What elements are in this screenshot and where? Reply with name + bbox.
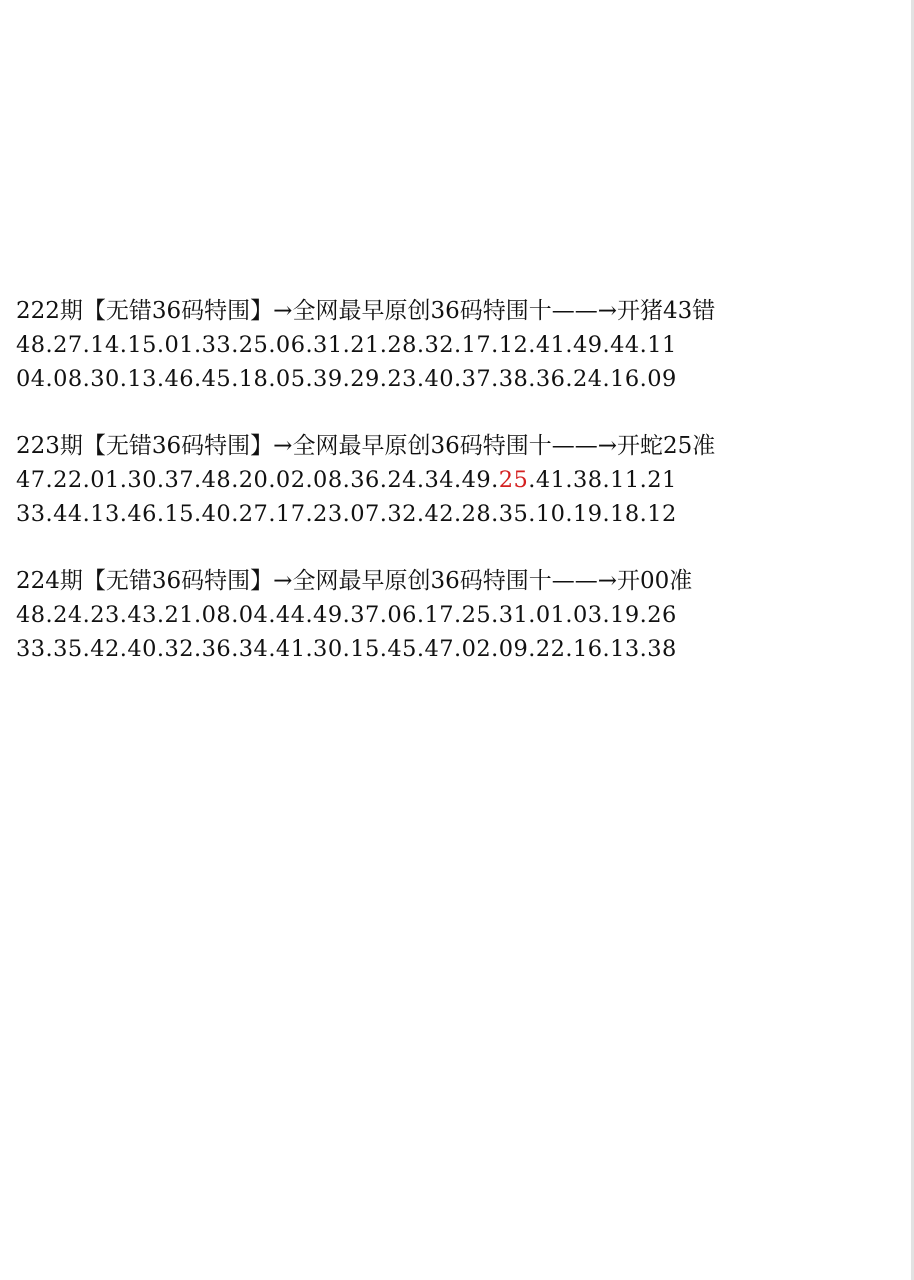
entry-heading: 224期【无错36码特围】→全网最早原创36码特围十——→开00准: [16, 568, 693, 594]
entry-223: [16, 429, 906, 531]
number-row: [16, 463, 906, 497]
number-row: 33.44.13.46.15.40.27.17.23.07.32.42.28.35.10.19.18.12: [16, 501, 677, 527]
number-row: 04.08.30.13.46.45.18.05.39.29.23.40.37.38.36.24.16.09: [16, 366, 677, 392]
number-row: 48.24.23.43.21.08.04.44.49.37.06.17.25.31.01.03.19.26: [16, 602, 677, 628]
entry-heading: 223期【无错36码特围】→全网最早原创36码特围十——→开蛇25准: [16, 433, 716, 459]
entry-heading: 222期【无错36码特围】→全网最早原创36码特围十——→开猪43错: [16, 298, 716, 324]
numbers-after-hit: .41.38.11.21: [528, 467, 677, 493]
number-row: 33.35.42.40.32.36.34.41.30.15.45.47.02.09.22.16.13.38: [16, 636, 677, 662]
entry-222: [16, 294, 906, 396]
prediction-list: [16, 294, 906, 699]
number-row: 48.27.14.15.01.33.25.06.31.21.28.32.17.12.41.49.44.11: [16, 332, 677, 358]
highlighted-hit-number: 25: [498, 467, 529, 493]
numbers-before-hit: 47.22.01.30.37.48.20.02.08.36.24.34.49.: [16, 467, 499, 493]
entry-224: [16, 564, 906, 666]
